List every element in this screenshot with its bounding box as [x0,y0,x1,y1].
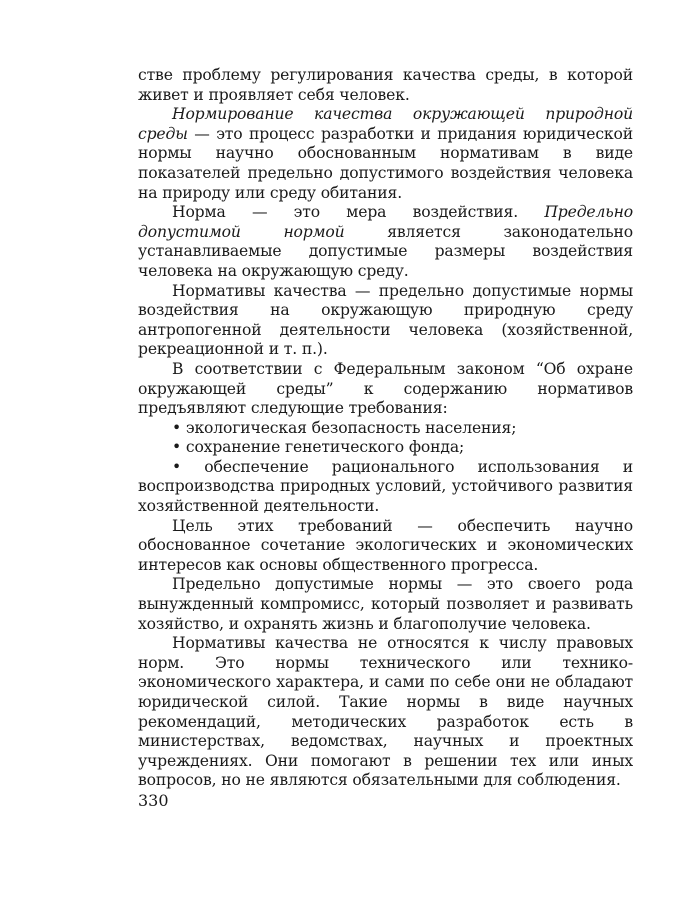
list-item [138,419,633,439]
paragraph-text: В соответствии с Федеральным законом “Об охране окружающей среды” к содержанию нормативов предъявляют следующие требования: [138,359,633,418]
paragraph-not-legal-norms [138,634,633,791]
page-body [138,66,633,791]
paragraph-compromise [138,575,633,634]
paragraph-continuation [138,66,633,105]
paragraph-text: Нормативы качества не относятся к числу правовых норм. Это нормы технического или технико-экономического характера, и сами по себе они не обладают юридической силой. Такие нормы в виде научных рекомендаций, методических разработок есть в министерствах, ведомствах, научных и проектных учреждениях. Они помогают в решении тех или иных вопросов, но не являются обязательными для соблюдения. [138,634,633,790]
paragraph-goal [138,517,633,576]
paragraph-text: Норма — это мера воздействия. [172,203,545,222]
italic-term: Нормирование качества окружающей природной среды [138,105,633,143]
list-item [138,438,633,458]
list-item [138,458,633,517]
list-item-text: • экологическая безопасность населения; [172,418,517,437]
paragraph-text: стве проблему регулирования качества среды, в которой живет и проявляет себя человек. [138,66,633,104]
paragraph-text: Нормативы качества — предельно допустимые нормы воздействия на окружающую природную среду антропогенной деятельности человека (хозяйственной, рекреационной и т. п.). [138,281,633,359]
paragraph-text: — это процесс разработки и придания юридической нормы научно обоснованным нормативам в виде показателей предельно допустимого воздействия человека на природу или среду обитания. [138,124,633,202]
paragraph-normativy-kachestva [138,282,633,360]
paragraph-federal-law [138,360,633,419]
list-item-text: • сохранение генетического фонда; [172,438,465,457]
paragraph-definition-normirovanie [138,105,633,203]
list-item-text: • обеспечение рационального использования и воспроизводства природных условий, устойчивого развития хозяйственной деятельности. [138,457,633,516]
paragraph-definition-norma [138,203,633,281]
paragraph-text: Цель этих требований — обеспечить научно обоснованное сочетание экологических и экономических интересов как основы общественного прогресса. [138,516,633,574]
page-number: 330 [138,791,169,810]
paragraph-text: Предельно допустимые нормы — это своего рода вынужденный компромисс, который позволяет и развивать хозяйство, и охранять жизнь и благополучие человека. [138,575,633,633]
paragraph-text: является законодательно устанавливаемые допустимые размеры воздействия человека на окружающую среду. [138,222,633,280]
italic-term: Предельно допустимой нормой [138,203,633,241]
